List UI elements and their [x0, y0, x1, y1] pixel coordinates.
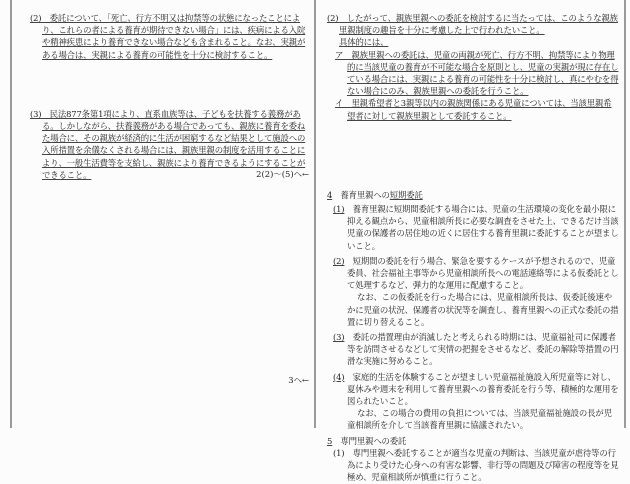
left-paragraph-3: (3) 民法877条第1項により、直系血族等は、子どもを扶養する義務がある。しかしながら、扶養義務がある場合であっても、親族に養育を委ねた場合に、その親族が経済的に生活が困窮するなど結果として施設への入所措置を余儀なくされる場合には、親族里親の制度を活用することにより、一般生活費等を支給し、親族により養育できるようにすることができること。 [30, 108, 306, 180]
item-a: ア 親族里親への委託は、児童の両親が死亡、行方不明、拘禁等により物理的に当該児童の養育が不可能な場合を原則とし、児童の実親が現に存在している場合には、実親による養育の可能性を十分に検討し、真にやむを得ない場合にのみ、親族里親への委託を行うこと。 [335, 49, 619, 97]
right-border [624, 0, 626, 428]
section-4-heading [327, 189, 619, 201]
section-4-p2: (2) 短期間の委託を行う場合、緊急を要するケースが予想されるので、児童委員、社会福祉主事等から児童相談所長への電話連絡等による仮委託として処理するなど、弾力的な運用に配慮すること。 [333, 255, 619, 291]
section-4-p2-note: なお、この仮委託を行った場合には、児童相談所長は、仮委託後速やかに児童の状況、保護者の状況等を調査し、養育里親への正式な委託の措置に切り替えること。 [347, 292, 619, 327]
section-4-p4: (4) 家庭的生活を体験することが望ましい児童福祉施設入所児童等に対し、夏休みや週末を利用して養育里親への養育委託を行う等、積極的な運用を図られたいこと。 [333, 371, 619, 407]
revision-marker-2: 3へ← [288, 375, 309, 385]
right-paragraph-lead: 具体的には、 [339, 37, 389, 48]
item-i: イ 里親希望者と3親等以内の親族関係にある児童については、当該里親希望者に対して親族里親として委託すること。 [335, 98, 612, 121]
left-column [30, 0, 312, 181]
section-5-p1: (1) 専門里親へ委託することが適当な児童の判断は、当該児童が虐待等の行為により受けた心身への有害な影響、非行等の問題及び障害の程度等を見極め、児童相談所が慎重に行うこと。 [333, 447, 619, 483]
section-4-title: 養育里親への [340, 189, 390, 200]
left-paragraph-2: (2) 委託について、「死亡、行方不明又は拘禁等の状態になったことにより、これらの者による養育が期待できない場合」には、疾病による入院や精神疾患により養育できない場合なども含まれること。なお、実親がある場合は、実親による養育の可能性を十分に検討すること。 [30, 13, 306, 60]
section-4-p3: (3) 委託の措置理由が消滅したと考えられる時期には、児童福祉司に保護者等を訪問させるなどして実情の把握をさせるなど、委託の解除等措置の円滑な実施に努めること。 [333, 332, 619, 367]
left-border [10, 0, 12, 428]
column-divider [314, 0, 316, 428]
revision-marker-1: 2(2)～(5)へ← [256, 169, 309, 179]
right-column [327, 0, 619, 484]
right-paragraph-2: (2) したがって、親族里親への委託を検討するに当たっては、このような親族里親制度の趣旨を十分に考慮した上で行われたいこと。 [327, 13, 618, 36]
section-4-title-underlined: 短期委託 [389, 189, 423, 200]
section-4-number: 4 [327, 189, 333, 200]
section-5-title: 専門里親への委託 [340, 435, 407, 446]
section-4-p4-note: なお、この場合の費用の負担については、当該児童福祉施設の長が児童相談所を介して当該養育里親に協議されたい。 [347, 408, 612, 431]
section-5-number: 5 [327, 435, 333, 446]
section-4-p1: (1) 養育里親に短期間委託する場合には、児童の生活環境の変化を最小限に抑える観点から、児童相談所長に必要な調査をさせた上、できるだけ当該児童の保護者の居住地の近くに居住する養育里親に委託することが望ましいこと。 [333, 204, 619, 251]
